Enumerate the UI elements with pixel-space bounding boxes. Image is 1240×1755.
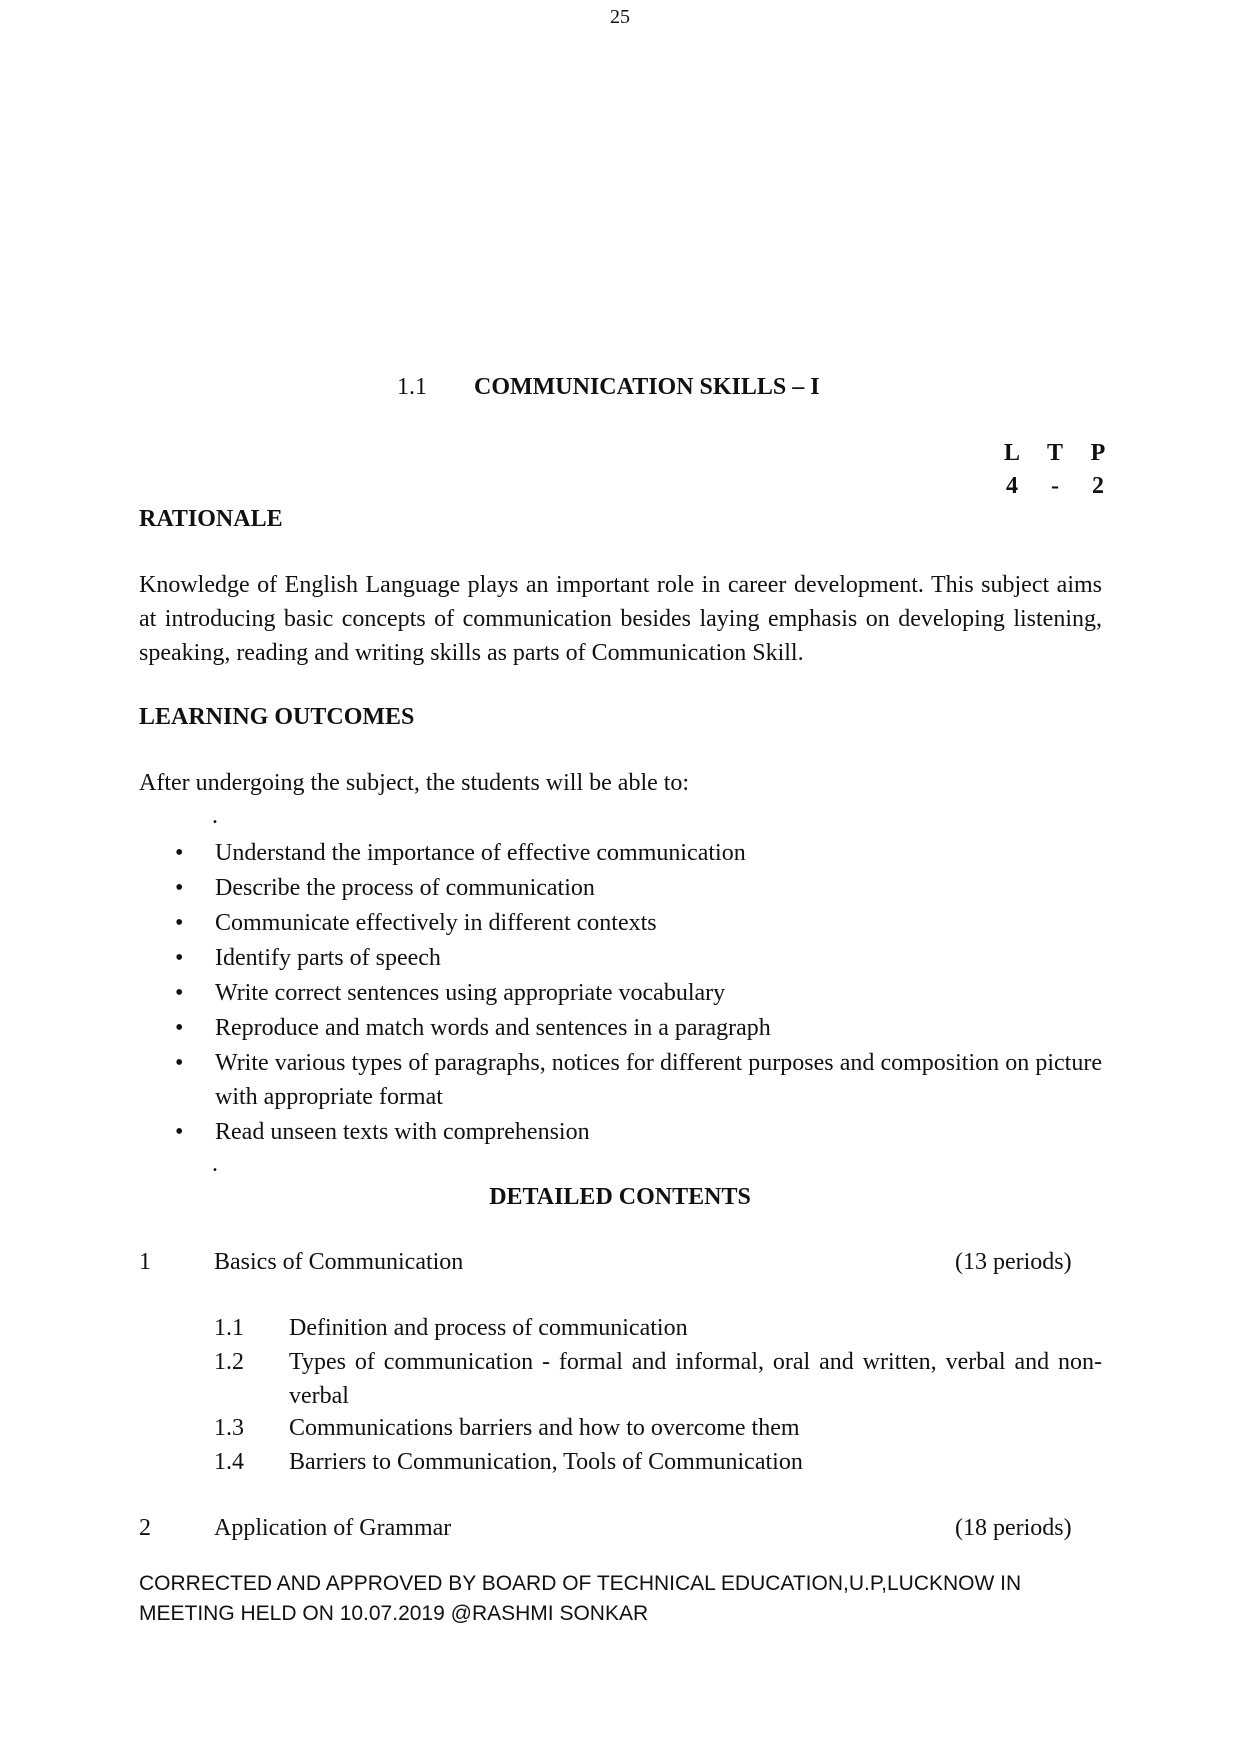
outcome-item [175, 836, 1102, 870]
outcomes-heading: LEARNING OUTCOMES [139, 704, 415, 730]
ltp-header-t: T [1046, 440, 1063, 466]
outcome-text: Read unseen texts with comprehension [215, 1119, 590, 1145]
ltp-value-t: - [1051, 473, 1059, 499]
section-number: 2 [139, 1515, 151, 1541]
bullet-icon: • [175, 1015, 184, 1041]
outcomes-dot-top: . [212, 803, 218, 829]
footer-line-1: CORRECTED AND APPROVED BY BOARD OF TECHNICAL EDUCATION,U.P,LUCKNOW IN [139, 1572, 1022, 1595]
outcome-item [175, 1046, 1102, 1114]
outcome-item [175, 976, 1102, 1010]
bullet-icon: • [175, 840, 184, 866]
outcomes-intro: After undergoing the subject, the students will be able to: [139, 770, 690, 796]
approval-footer [139, 1569, 1139, 1629]
section-periods: (13 periods) [955, 1249, 1072, 1275]
subsection-text: Communications barriers and how to overcome them [289, 1415, 800, 1441]
bullet-icon: • [175, 910, 184, 936]
course-number: 1.1 [397, 374, 427, 400]
bullet-icon: • [175, 945, 184, 971]
outcome-text: Identify parts of speech [215, 945, 441, 971]
outcome-text: Reproduce and match words and sentences in a paragraph [215, 1015, 771, 1041]
ltp-values [1000, 469, 1110, 503]
ltp-header [1000, 436, 1110, 470]
course-title: COMMUNICATION SKILLS – I [474, 374, 820, 400]
subsection-number: 1.1 [214, 1315, 244, 1341]
outcome-item [175, 1011, 1102, 1045]
outcome-item [175, 941, 1102, 975]
outcomes-list [175, 836, 1102, 1150]
subsection-text: Types of communication - formal and informal, oral and written, verbal and non-verbal [289, 1349, 1102, 1409]
page-number: 25 [610, 6, 630, 28]
outcome-text: Describe the process of communication [215, 875, 595, 901]
outcome-item [175, 871, 1102, 905]
outcome-text: Write correct sentences using appropriate vocabulary [215, 980, 726, 1006]
subsection-number: 1.2 [214, 1349, 244, 1375]
bullet-icon: • [175, 1050, 184, 1076]
ltp-header-p: P [1090, 440, 1106, 466]
section-title: Application of Grammar [214, 1515, 452, 1541]
outcome-text: Write various types of paragraphs, notices for different purposes and composition on picture with appropriate format [215, 1050, 1102, 1110]
outcome-item [175, 1115, 1102, 1149]
outcome-item [175, 906, 1102, 940]
subsection-number: 1.4 [214, 1449, 244, 1475]
footer-line-2: MEETING HELD ON 10.07.2019 @RASHMI SONKAR [139, 1602, 649, 1625]
ltp-value-p: 2 [1092, 473, 1104, 499]
bullet-icon: • [175, 1119, 184, 1145]
section-title: Basics of Communication [214, 1249, 464, 1275]
bullet-icon: • [175, 980, 184, 1006]
contents-heading: DETAILED CONTENTS [489, 1184, 751, 1210]
outcomes-dot-bottom: . [212, 1151, 218, 1177]
ltp-value-l: 4 [1006, 473, 1018, 499]
subsection-text: Definition and process of communication [289, 1315, 688, 1341]
rationale-heading: RATIONALE [139, 506, 283, 532]
outcome-text: Communicate effectively in different contexts [215, 910, 657, 936]
bullet-icon: • [175, 875, 184, 901]
section-periods: (18 periods) [955, 1515, 1072, 1541]
subsection-text: Barriers to Communication, Tools of Communication [289, 1449, 803, 1475]
subsection-number: 1.3 [214, 1415, 244, 1441]
rationale-text: Knowledge of English Language plays an important role in career development. This subject aims at introducing basic concepts of communication besides laying emphasis on developing listening, speaking, reading and writing skills as parts of Communication Skill. [139, 572, 1102, 666]
outcome-text: Understand the importance of effective communication [215, 840, 746, 866]
ltp-header-l: L [1003, 440, 1020, 466]
section-number: 1 [139, 1249, 151, 1275]
